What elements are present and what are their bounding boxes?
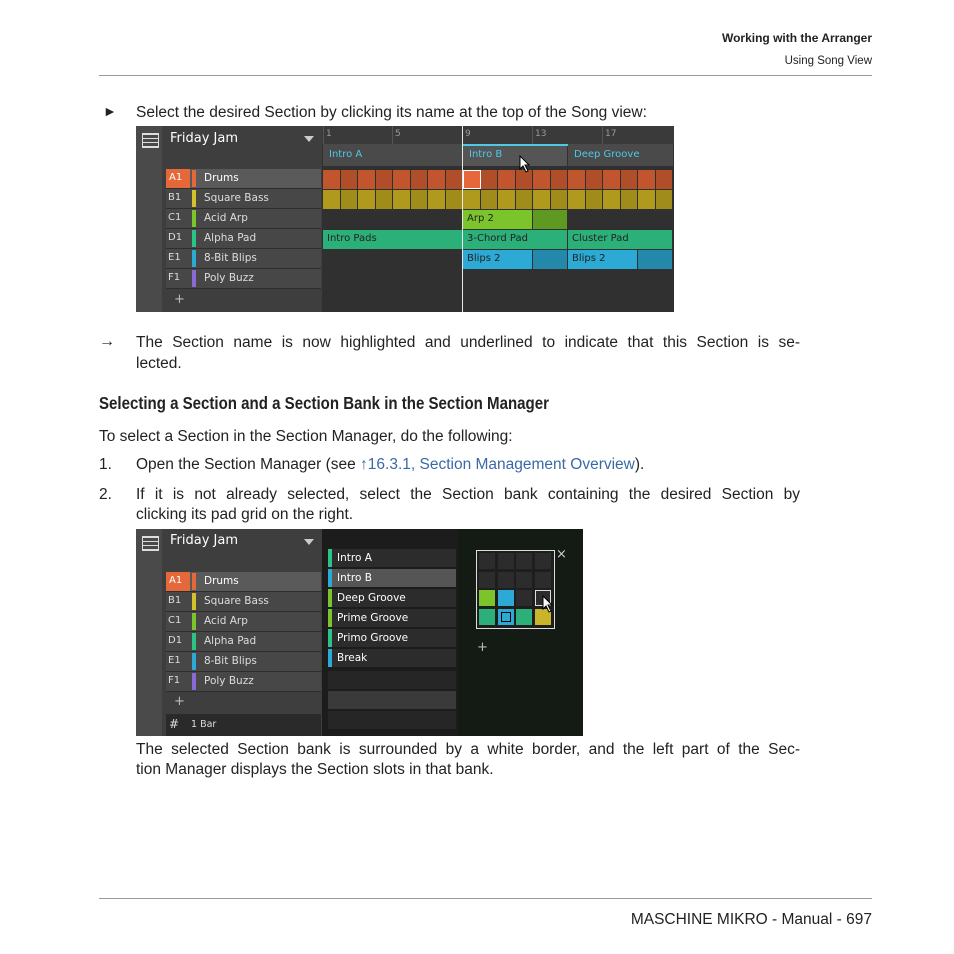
section-slot-6[interactable] (328, 649, 456, 667)
slot-name: Intro B (337, 572, 372, 584)
bank-pad[interactable] (516, 609, 532, 625)
group-name: 8-Bit Blips (204, 655, 257, 667)
section-tab-2[interactable]: Intro B (463, 144, 567, 166)
clip-cell[interactable] (498, 170, 515, 189)
step-2-number: 2. (99, 486, 112, 503)
bank-pad[interactable] (498, 572, 514, 588)
clip-cell[interactable] (656, 190, 673, 209)
clip-label: Blips 2 (467, 253, 501, 264)
section-slot-1[interactable] (328, 549, 456, 567)
group-id: B1 (168, 192, 182, 203)
clip-cell[interactable] (551, 170, 568, 189)
group-id: A1 (166, 572, 190, 591)
section-manager-screenshot (136, 529, 583, 736)
clip-cell[interactable] (446, 190, 463, 209)
slot-name: Deep Groove (337, 592, 406, 604)
clip-cell[interactable] (533, 170, 550, 189)
clip-cell[interactable] (393, 170, 410, 189)
selected-cell[interactable] (463, 170, 481, 189)
clip-cell[interactable] (411, 190, 428, 209)
left-strip (136, 529, 162, 736)
clip-cell[interactable] (481, 190, 498, 209)
step-1-text (136, 455, 644, 475)
clip-blips2_a[interactable] (463, 250, 532, 269)
section-slot-3[interactable] (328, 589, 456, 607)
group-id: C1 (168, 615, 182, 626)
add-group-plus[interactable]: + (174, 694, 185, 709)
group-color (192, 230, 196, 247)
ruler-tick (323, 126, 324, 144)
slot-name: Intro A (337, 552, 372, 564)
group-color (192, 573, 196, 590)
empty-slot[interactable] (328, 711, 456, 729)
chapter-title: Working with the Arranger (721, 31, 872, 45)
playhead (462, 126, 463, 312)
empty-slot[interactable] (328, 671, 456, 689)
group-color (192, 673, 196, 690)
clip-label: Cluster Pad (572, 233, 629, 244)
group-name: Alpha Pad (204, 635, 257, 647)
bank-pad[interactable] (498, 609, 514, 625)
step-1-number: 1. (99, 456, 112, 473)
clip-cell[interactable] (533, 190, 550, 209)
step-text: Select the desired Section by clicking its name at the top of the Song view: (136, 104, 647, 121)
group-name: Poly Buzz (204, 272, 254, 284)
group-row-f1[interactable] (166, 269, 321, 289)
clip-cell[interactable] (638, 170, 655, 189)
group-name: Alpha Pad (204, 232, 257, 244)
slot-color (328, 589, 332, 607)
result-line-1: The Section name is now highlighted and underlined to indicate that this Section is se- (136, 334, 800, 351)
group-id: C1 (168, 212, 182, 223)
bank-pad[interactable] (479, 609, 495, 625)
bank-pad[interactable] (516, 572, 532, 588)
bank-pad[interactable] (535, 553, 551, 569)
step-1-before: Open the Section Manager (see (136, 456, 361, 473)
group-id: D1 (168, 635, 183, 646)
clip-cluster_pad[interactable] (568, 230, 672, 249)
clip-arp2-tail[interactable] (533, 210, 567, 229)
bank-pad[interactable] (516, 553, 532, 569)
group-row-b1[interactable] (166, 592, 321, 612)
group-row-b1[interactable] (166, 189, 321, 209)
group-id: D1 (168, 232, 183, 243)
group-id: F1 (168, 675, 181, 686)
clip-intro_pads[interactable] (323, 230, 462, 249)
song-view-screenshot (136, 126, 674, 312)
clip-label: Intro Pads (327, 233, 377, 244)
add-bank-plus[interactable]: + (477, 640, 488, 655)
clip-cell[interactable] (603, 170, 620, 189)
ruler-marker: 1 (326, 129, 332, 139)
group-color (192, 270, 196, 287)
clip-cell[interactable] (428, 190, 445, 209)
empty-slot[interactable] (328, 691, 456, 709)
selected-section-underline (463, 144, 568, 146)
clip-cell[interactable] (428, 170, 445, 189)
step-bullet: ► (103, 103, 117, 119)
group-row-d1[interactable] (166, 632, 321, 652)
clip-label: Arp 2 (467, 213, 494, 224)
ruler-tick (392, 126, 393, 144)
group-row-d1[interactable] (166, 229, 321, 249)
section-slot-2[interactable] (328, 569, 456, 587)
group-id: E1 (168, 655, 181, 666)
clip-cell[interactable] (568, 190, 585, 209)
close-icon[interactable]: × (556, 547, 567, 562)
ruler-marker: 13 (535, 129, 547, 139)
timeline-ruler[interactable] (322, 126, 674, 144)
group-name: Drums (204, 172, 239, 184)
clip-arp2[interactable] (463, 210, 532, 229)
clip-cell[interactable] (621, 170, 638, 189)
group-color (192, 250, 196, 267)
clip-cell[interactable] (586, 170, 603, 189)
bank-pad[interactable] (498, 553, 514, 569)
closing-line-1: The selected Section bank is surrounded by a white border, and the left part of the Sec- (136, 741, 800, 758)
group-color (192, 653, 196, 670)
clip-cell[interactable] (516, 190, 533, 209)
clip-cell[interactable] (376, 170, 393, 189)
slot-color (328, 569, 332, 587)
group-id: E1 (168, 252, 181, 263)
clip-cell[interactable] (603, 190, 620, 209)
clip-label: Blips 2 (572, 253, 606, 264)
group-name: Square Bass (204, 192, 269, 204)
grid-icon: # (169, 717, 180, 731)
clip-cell[interactable] (358, 170, 375, 189)
clip-cell[interactable] (411, 170, 428, 189)
group-row-a1[interactable] (166, 169, 321, 189)
clip-cell[interactable] (568, 170, 585, 189)
step-1-after: ). (634, 456, 645, 473)
group-row-f1[interactable] (166, 672, 321, 692)
clip-chord_pad[interactable] (463, 230, 567, 249)
section-slot-5[interactable] (328, 629, 456, 647)
section-subtitle: Using Song View (784, 55, 872, 67)
slot-name: Prime Groove (337, 612, 409, 624)
grid-value: 1 Bar (191, 719, 217, 730)
ruler-tick (532, 126, 533, 144)
project-name[interactable]: Friday Jam (170, 533, 238, 548)
clip-cell[interactable] (376, 190, 393, 209)
clip-cell[interactable] (358, 190, 375, 209)
group-color (192, 613, 196, 630)
clip-blips2-tail-b[interactable] (638, 250, 672, 269)
left-strip (136, 126, 162, 312)
group-color (192, 170, 196, 187)
group-id: F1 (168, 272, 181, 283)
clip-cell[interactable] (481, 170, 498, 189)
group-row-a1[interactable] (166, 572, 321, 592)
slot-color (328, 609, 332, 627)
group-name: Acid Arp (204, 615, 248, 627)
section-management-link[interactable]: ↑16.3.1, Section Management Overview (360, 456, 635, 473)
clip-blips2-tail[interactable] (533, 250, 567, 269)
closing-line-2: tion Manager displays the Section slots in that bank. (136, 761, 494, 778)
group-row-c1[interactable] (166, 209, 321, 229)
group-name: Poly Buzz (204, 675, 254, 687)
mouse-cursor-icon (542, 595, 554, 613)
bank-pad[interactable] (479, 572, 495, 588)
bank-pad[interactable] (498, 590, 514, 606)
ruler-marker: 17 (605, 129, 617, 139)
slot-color (328, 629, 332, 647)
clip-cell[interactable] (446, 170, 463, 189)
clip-cell[interactable] (323, 170, 340, 189)
step-2-line-1: If it is not already selected, select the Section bank containing the desired Section by (136, 486, 800, 503)
slot-name: Break (337, 652, 368, 664)
project-name[interactable]: Friday Jam (170, 131, 238, 146)
group-name: Square Bass (204, 595, 269, 607)
result-arrow: → (99, 333, 115, 350)
clip-cell[interactable] (341, 190, 358, 209)
footer-text: MASCHINE MIKRO - Manual - 697 (630, 911, 872, 928)
intro-text: To select a Section in the Section Manager, do the following: (99, 428, 513, 445)
group-color (192, 593, 196, 610)
group-name: 8-Bit Blips (204, 252, 257, 264)
header-rule (99, 75, 872, 76)
section-heading: Selecting a Section and a Section Bank in the Section Manager (99, 393, 549, 413)
group-name: Acid Arp (204, 212, 248, 224)
ruler-marker: 9 (465, 129, 471, 139)
clip-cell[interactable] (341, 170, 358, 189)
slot-color (328, 649, 332, 667)
chevron-down-icon[interactable] (304, 136, 314, 142)
chevron-down-icon[interactable] (304, 539, 314, 545)
group-color (192, 633, 196, 650)
section-tab-3[interactable]: Deep Groove (568, 144, 673, 166)
footer-rule (99, 898, 872, 899)
group-id: B1 (168, 595, 182, 606)
group-row-e1[interactable] (166, 652, 321, 672)
clip-cell[interactable] (586, 190, 603, 209)
bank-pad[interactable] (479, 553, 495, 569)
group-name: Drums (204, 575, 239, 587)
ruler-tick (602, 126, 603, 144)
group-color (192, 210, 196, 227)
clip-cell[interactable] (498, 190, 515, 209)
group-color (192, 190, 196, 207)
clip-cell[interactable] (638, 190, 655, 209)
clip-cell[interactable] (621, 190, 638, 209)
step-2-line-2: clicking its pad grid on the right. (136, 506, 354, 523)
bank-pad[interactable] (535, 572, 551, 588)
slot-color (328, 549, 332, 567)
clip-cell[interactable] (463, 190, 480, 209)
clip-cell[interactable] (551, 190, 568, 209)
slot-name: Primo Groove (337, 632, 409, 644)
grid-setting-bar[interactable] (166, 714, 321, 736)
group-row-c1[interactable] (166, 612, 321, 632)
bank-pad[interactable] (516, 590, 532, 606)
clip-label: 3-Chord Pad (467, 233, 528, 244)
clip-cell[interactable] (656, 170, 673, 189)
grid-view-icon[interactable] (142, 536, 159, 551)
add-group-plus[interactable]: + (174, 292, 185, 307)
clip-cell[interactable] (323, 190, 340, 209)
group-row-e1[interactable] (166, 249, 321, 269)
section-slot-4[interactable] (328, 609, 456, 627)
ruler-marker: 5 (395, 129, 401, 139)
group-id: A1 (166, 169, 190, 188)
clip-blips2_b[interactable] (568, 250, 637, 269)
clip-cell[interactable] (393, 190, 410, 209)
section-tab-1[interactable]: Intro A (323, 144, 462, 166)
result-line-2: lected. (136, 355, 182, 372)
mouse-cursor-icon (519, 155, 531, 173)
grid-view-icon[interactable] (142, 133, 159, 148)
bank-pad[interactable] (479, 590, 495, 606)
